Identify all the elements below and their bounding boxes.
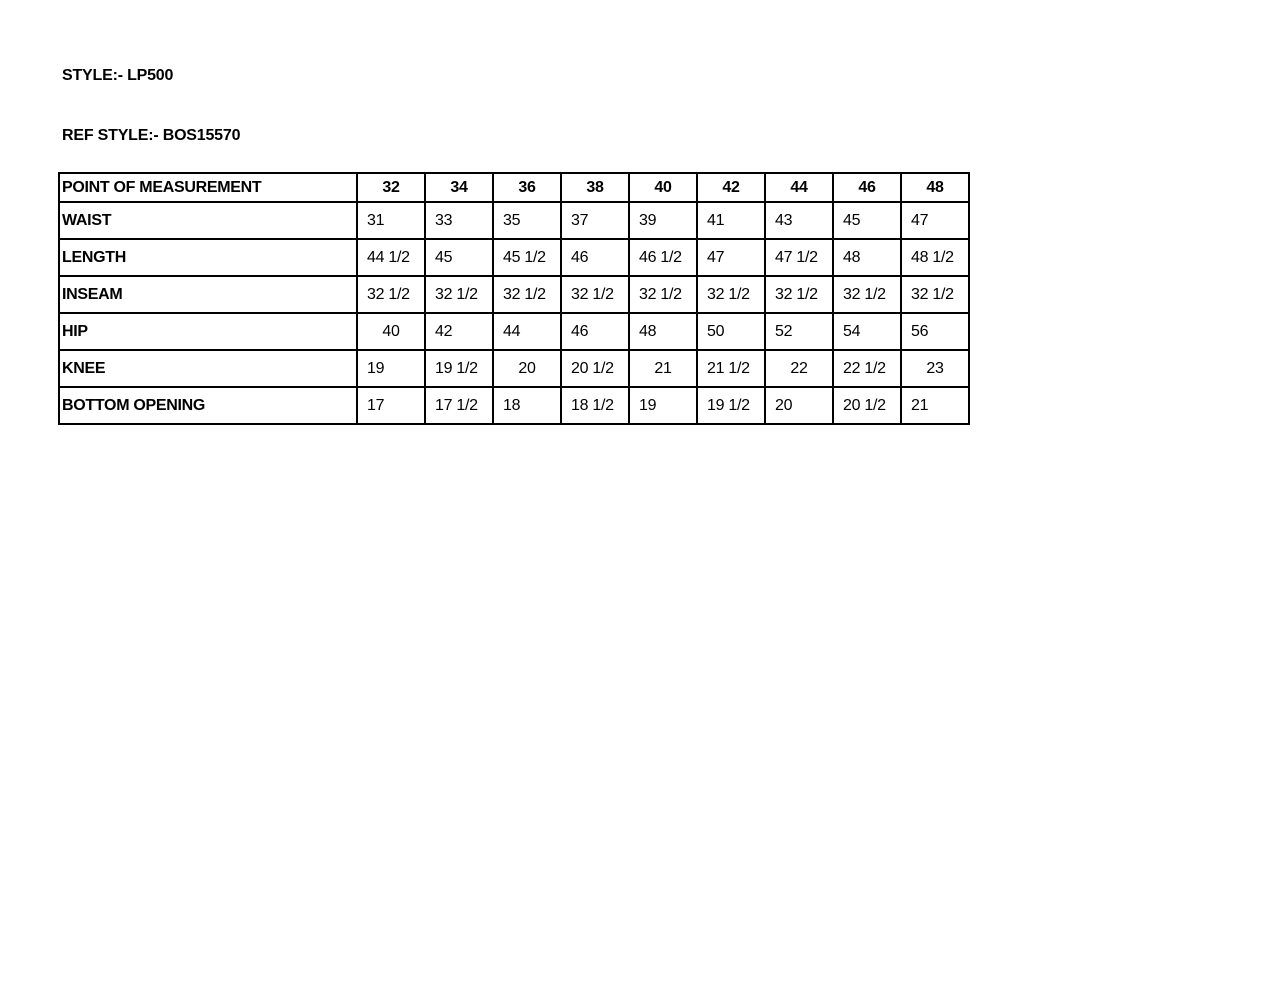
table-row [59, 387, 969, 424]
table-cell: 17 1/2 [425, 387, 493, 424]
column-header: 44 [765, 173, 833, 202]
column-header: 34 [425, 173, 493, 202]
table-cell: 45 [425, 239, 493, 276]
table-cell: 32 1/2 [833, 276, 901, 313]
table-cell: 44 [493, 313, 561, 350]
measurement-name: KNEE [59, 350, 357, 387]
table-cell: 48 1/2 [901, 239, 969, 276]
measurement-name: LENGTH [59, 239, 357, 276]
column-header: 42 [697, 173, 765, 202]
table-cell: 19 [629, 387, 697, 424]
table-cell: 45 1/2 [493, 239, 561, 276]
table-cell: 20 [493, 350, 561, 387]
table-cell: 20 1/2 [833, 387, 901, 424]
table-cell: 18 [493, 387, 561, 424]
table-cell: 18 1/2 [561, 387, 629, 424]
table-cell: 31 [357, 202, 425, 239]
table-cell: 32 1/2 [493, 276, 561, 313]
measurement-name: HIP [59, 313, 357, 350]
measurement-name: BOTTOM OPENING [59, 387, 357, 424]
column-header: 32 [357, 173, 425, 202]
table-row [59, 202, 969, 239]
ref-style-label: REF STYLE:- BOS15570 [62, 127, 241, 144]
table-cell: 48 [629, 313, 697, 350]
table-row [59, 239, 969, 276]
table-cell: 20 1/2 [561, 350, 629, 387]
column-header: 40 [629, 173, 697, 202]
table-cell: 47 1/2 [765, 239, 833, 276]
column-header: 38 [561, 173, 629, 202]
table-cell: 22 [765, 350, 833, 387]
table-cell: 33 [425, 202, 493, 239]
table-header-row [59, 173, 969, 202]
table-cell: 46 [561, 313, 629, 350]
table-row [59, 350, 969, 387]
table-cell: 20 [765, 387, 833, 424]
table-cell: 39 [629, 202, 697, 239]
measurement-name: WAIST [59, 202, 357, 239]
table-cell: 56 [901, 313, 969, 350]
style-label: STYLE:- LP500 [62, 67, 174, 84]
table-cell: 54 [833, 313, 901, 350]
table-row [59, 313, 969, 350]
table-row [59, 276, 969, 313]
table-cell: 47 [697, 239, 765, 276]
table-cell: 48 [833, 239, 901, 276]
table-cell: 52 [765, 313, 833, 350]
table-cell: 46 [561, 239, 629, 276]
table-cell: 32 1/2 [901, 276, 969, 313]
table-cell: 22 1/2 [833, 350, 901, 387]
table-cell: 32 1/2 [765, 276, 833, 313]
table-cell: 50 [697, 313, 765, 350]
column-header: 36 [493, 173, 561, 202]
table-cell: 44 1/2 [357, 239, 425, 276]
table-cell: 40 [357, 313, 425, 350]
table-cell: 32 1/2 [425, 276, 493, 313]
table-cell: 21 [901, 387, 969, 424]
table-cell: 43 [765, 202, 833, 239]
measurement-table [58, 172, 970, 425]
table-cell: 45 [833, 202, 901, 239]
table-cell: 32 1/2 [629, 276, 697, 313]
table-cell: 19 1/2 [425, 350, 493, 387]
table-cell: 47 [901, 202, 969, 239]
measurement-name: INSEAM [59, 276, 357, 313]
table-cell: 21 1/2 [697, 350, 765, 387]
column-header: POINT OF MEASUREMENT [59, 173, 357, 202]
column-header: 48 [901, 173, 969, 202]
table-cell: 46 1/2 [629, 239, 697, 276]
table-cell: 41 [697, 202, 765, 239]
table-cell: 32 1/2 [357, 276, 425, 313]
table-cell: 32 1/2 [561, 276, 629, 313]
table-cell: 21 [629, 350, 697, 387]
table-cell: 35 [493, 202, 561, 239]
table-cell: 37 [561, 202, 629, 239]
table-cell: 17 [357, 387, 425, 424]
table-cell: 42 [425, 313, 493, 350]
table-cell: 32 1/2 [697, 276, 765, 313]
table-cell: 23 [901, 350, 969, 387]
table-cell: 19 1/2 [697, 387, 765, 424]
column-header: 46 [833, 173, 901, 202]
table-cell: 19 [357, 350, 425, 387]
